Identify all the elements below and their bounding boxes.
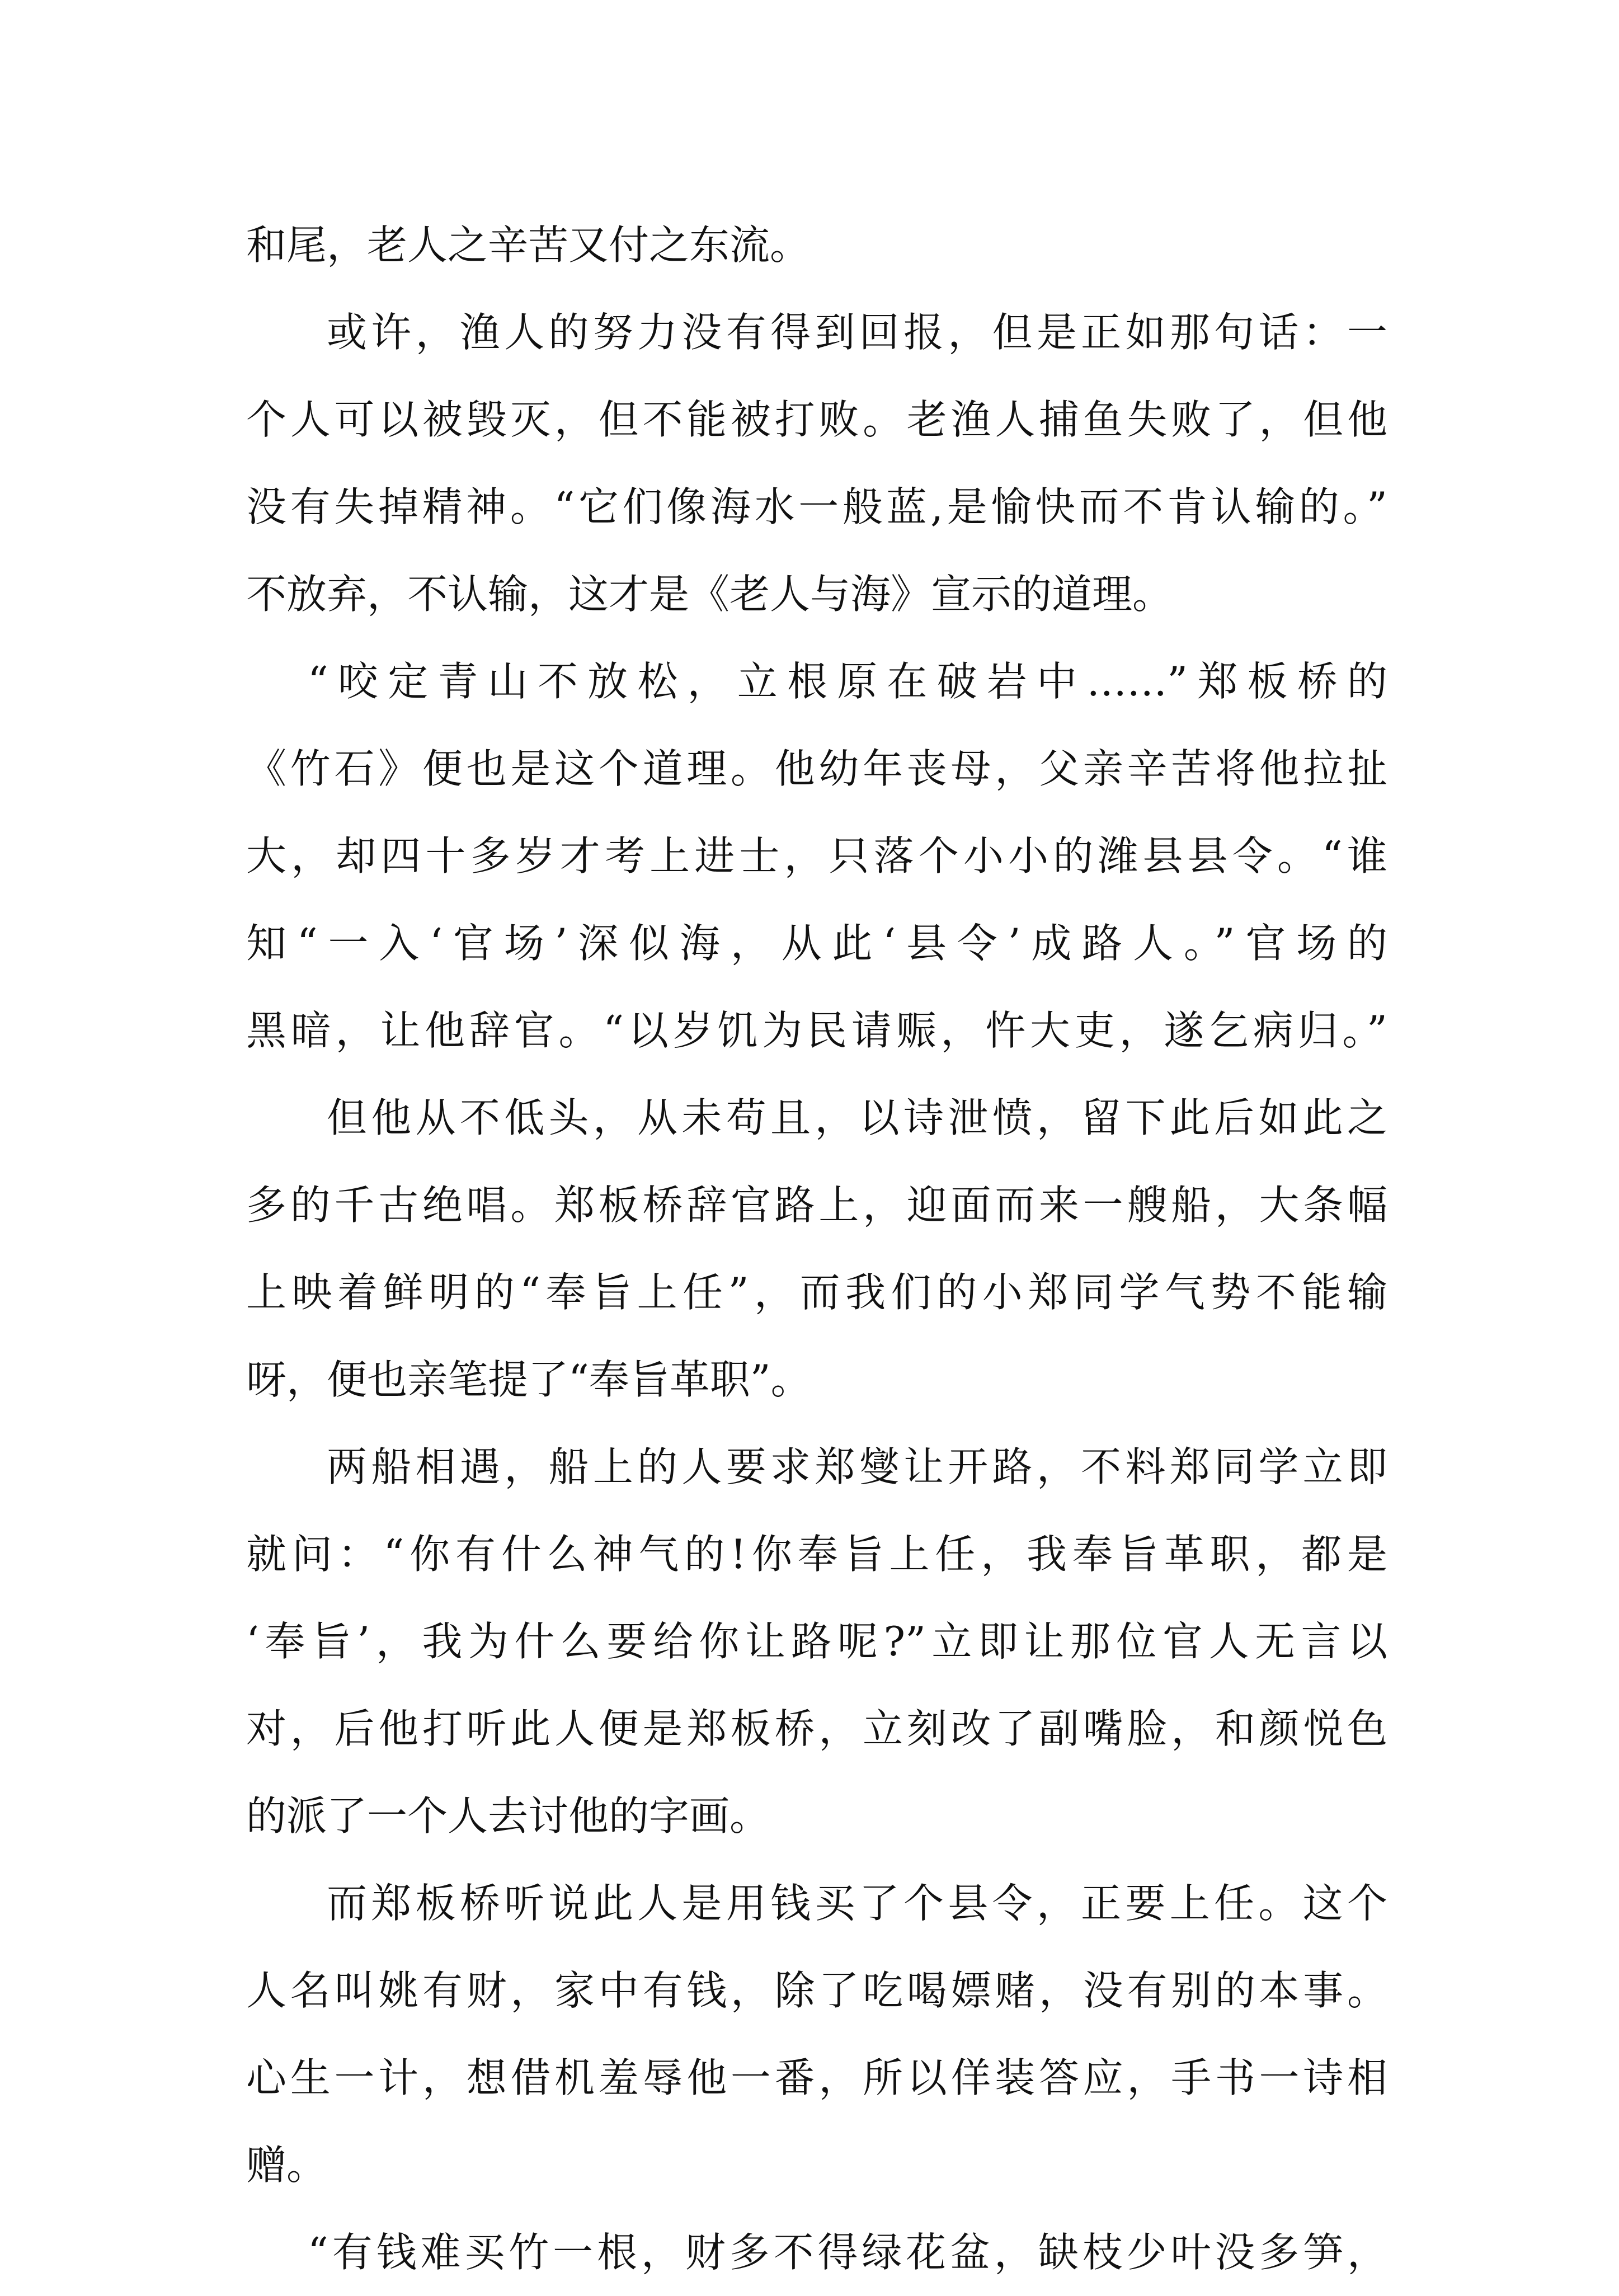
text-line: 和尾，老人之辛苦又付之东流。 bbox=[246, 222, 811, 269]
text-line: 心生一计，想借机羞辱他一番，所以佯装答应，手书一诗相 bbox=[246, 2054, 1387, 2101]
text-line: 而郑板桥听说此人是用钱买了个县令，正要上任。这个 bbox=[327, 1880, 1387, 1927]
text-line: 不放弃，不认输，这才是《老人与海》宣示的道理。 bbox=[246, 571, 1173, 618]
text-line: 人名叫姚有财，家中有钱，除了吃喝嫖赌，没有别的本事。 bbox=[246, 1967, 1387, 2014]
text-line: 黑暗，让他辞官。“以岁饥为民请赈，忤大吏，遂乞病归。” bbox=[246, 1007, 1387, 1054]
text-line: 呀，便也亲笔提了“奉旨革职”。 bbox=[246, 1356, 811, 1403]
text-line: 个人可以被毁灭，但不能被打败。老渔人捕鱼失败了，但他 bbox=[246, 396, 1387, 443]
text-line: 就问：“你有什么神气的!你奉旨上任，我奉旨革职，都是 bbox=[246, 1531, 1387, 1578]
text-line: 没有失掉精神。“它们像海水一般蓝,是愉快而不肯认输的。” bbox=[246, 483, 1387, 530]
text-line: 的派了一个人去讨他的字画。 bbox=[246, 1792, 770, 1839]
text-line: 但他从不低头，从未苟且，以诗泄愤，留下此后如此之 bbox=[327, 1094, 1387, 1141]
body-text bbox=[246, 201, 1387, 2296]
text-line: 知“一入‘官场’深似海，从此‘县令’成路人。”官场的 bbox=[246, 920, 1387, 967]
text-line: 大，却四十多岁才考上进士，只落个小小的潍县县令。“谁 bbox=[246, 832, 1387, 879]
text-line: “咬定青山不放松，立根原在破岩中……”郑板桥的 bbox=[308, 658, 1387, 705]
text-line: “有钱难买竹一根，财多不得绿花盆，缺枝少叶没多笋， bbox=[308, 2229, 1387, 2276]
text-line: 《竹石》便也是这个道理。他幼年丧母，父亲辛苦将他拉扯 bbox=[246, 745, 1387, 792]
text-line: 或许，渔人的努力没有得到回报，但是正如那句话：一 bbox=[327, 309, 1387, 356]
text-line: 两船相遇，船上的人要求郑燮让开路，不料郑同学立即 bbox=[327, 1443, 1387, 1490]
text-line: 多的千古绝唱。郑板桥辞官路上，迎面而来一艘船，大条幅 bbox=[246, 1182, 1387, 1229]
text-line: ‘奉旨’，我为什么要给你让路呢?”立即让那位官人无言以 bbox=[246, 1618, 1387, 1665]
text-line: 对，后他打听此人便是郑板桥，立刻改了副嘴脸，和颜悦色 bbox=[246, 1705, 1387, 1752]
text-line: 上映着鲜明的“奉旨上任”，而我们的小郑同学气势不能输 bbox=[246, 1269, 1387, 1316]
text-line: 赠。 bbox=[246, 2142, 327, 2189]
